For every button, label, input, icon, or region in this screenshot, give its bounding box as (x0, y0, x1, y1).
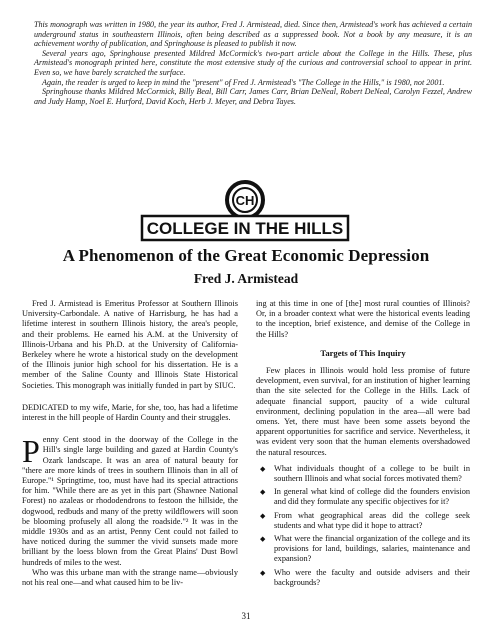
logo-emblem-text: CH (235, 193, 255, 208)
diamond-bullet-icon: ◆ (260, 535, 266, 544)
diamond-bullet-icon: ◆ (260, 464, 266, 473)
section-paragraph: Few places in Illinois would hold less promise of future development, even survival, for an institution of higher learning than the site selected for the College in the Hills. Lack of adequate financial support, paucity of a wide cultural environment, declining population in the area—all were bad omens. Yet, there must have been some assets beyond the apparent opportunities for sacrifice and service. Nevertheless, it was evident very soon that the human elements overshadowed the natural resources. (256, 366, 470, 457)
inquiry-list (256, 464, 470, 588)
list-item: ◆ What were the financial organization of the college and its provisions for land, buildings, salaries, maintenance and expansion? (260, 534, 470, 564)
editor-note-paragraph: Again, the reader is urged to keep in mind the "present" of Fred J. Armistead's "The College in the Hills," is 1980, not 2001. (42, 77, 445, 87)
dedication: DEDICATED to my wife, Marie, for she, too, has had a lifetime interest in the hill people of Hardin County and their struggles. (22, 402, 238, 423)
list-item: ◆ In general what kind of college did the founders envision and did they formulate any specific objectives for it? (260, 487, 470, 507)
story-opening (22, 435, 238, 568)
story-paragraph: Who was this urbane man with the strange name—obviously not his real one—and what caused him to be liv- (22, 567, 238, 588)
drop-cap: P (22, 433, 40, 470)
acknowledgements: Springhouse thanks Mildred McCormick, Billy Beal, Bill Carr, James Carr, Brian DeNeal, Robert DeNeal, Carolyn Fezzel, Andrew and Judy Hamp, Noel E. Hurford, David Koch, Herb J. Meyer, and Debra Tayes. (34, 87, 472, 106)
right-column (256, 299, 470, 591)
diamond-bullet-icon: ◆ (260, 568, 266, 577)
diamond-bullet-icon: ◆ (260, 511, 266, 520)
list-item: ◆ From what geographical areas did the college seek students and what type did it hope to attract? (260, 510, 470, 530)
list-item: ◆ What individuals thought of a college to be built in southern Illinois and what social forces motivated them? (260, 463, 470, 484)
list-item: ◆ Who were the faculty and outside advisers and their backgrounds? (260, 567, 470, 587)
diamond-bullet-icon: ◆ (260, 488, 266, 497)
page-number: 31 (241, 611, 251, 621)
article-author: Fred J. Armistead (193, 271, 299, 286)
section-heading: Targets of This Inquiry (320, 347, 406, 358)
article-title: A Phenomenon of the Great Economic Depression (62, 246, 430, 265)
story-continued: ing at this time in one of [the] most rural counties of Illinois? Or, in a broader context what were the historical events leading to the inception, brief existence, and demise of the College in the Hills? (256, 299, 470, 339)
story-paragraph: enny Cent stood in the doorway of the College in the Hill's single large building and gazed at Hardin County's Ozark landscape. It was an area of natural beauty for "there are more kinds of trees in southern Illinois than in all of Europe."¹ Springtime, too, must have had its special attractions for him. "While there are as yet in this part (Shawnee National Forest) no azaleas or rhododendrons to festoon the hillside, the dogwood, redbuds and many of the pretty wildflowers will soon be blooming profusely all along the roadside."² It was in the middle 1930s and as an artist, Penny Cent could not failed to have noticed during the summer the vivid sunsets made more brilliant by the loess blown from the Great Plains' Dust Bowl hundreds of miles to the west. (22, 435, 238, 567)
logo-banner-text: COLLEGE IN THE HILLS (146, 219, 344, 238)
editor-note (34, 20, 472, 106)
editor-note-paragraph: This monograph was written in 1980, the year its author, Fred J. Armistead, died. Since then, Armistead's work has achieved a certain underground status in southeastern Illinois, often being described as a suppressed book. Not a book by any measure, it is an achievement worthy of publication, and Springhouse is pleased to publish it now. (34, 20, 472, 49)
editor-note-paragraph: Several years ago, Springhouse presented Mildred McCormick's two-part article about the College in the Hills. These, plus Armistead's monograph printed here, constitute the most extensive study of the curious and controversial school to appear in print. Even so, we have barely scratched the surface. (34, 48, 472, 77)
college-in-the-hills-logo (140, 178, 350, 246)
left-column (22, 299, 238, 588)
author-bio: Fred J. Armistead is Emeritus Professor at Southern Illinois University-Carbondale. A native of Harrisburg, he has had a lifetime interest in southern Illinois history, the area's people, and their problems. He earned his A.M. at the University of Illinois-Urbana and his Ph.D. at the University of California-Berkeley where he wrote a historical study on the development of the Illinois junior high school for his dissertation. He is a member of the Saline County and Illinois State Historical Societies. This monograph was initially funded in part by SIUC. (22, 299, 238, 390)
